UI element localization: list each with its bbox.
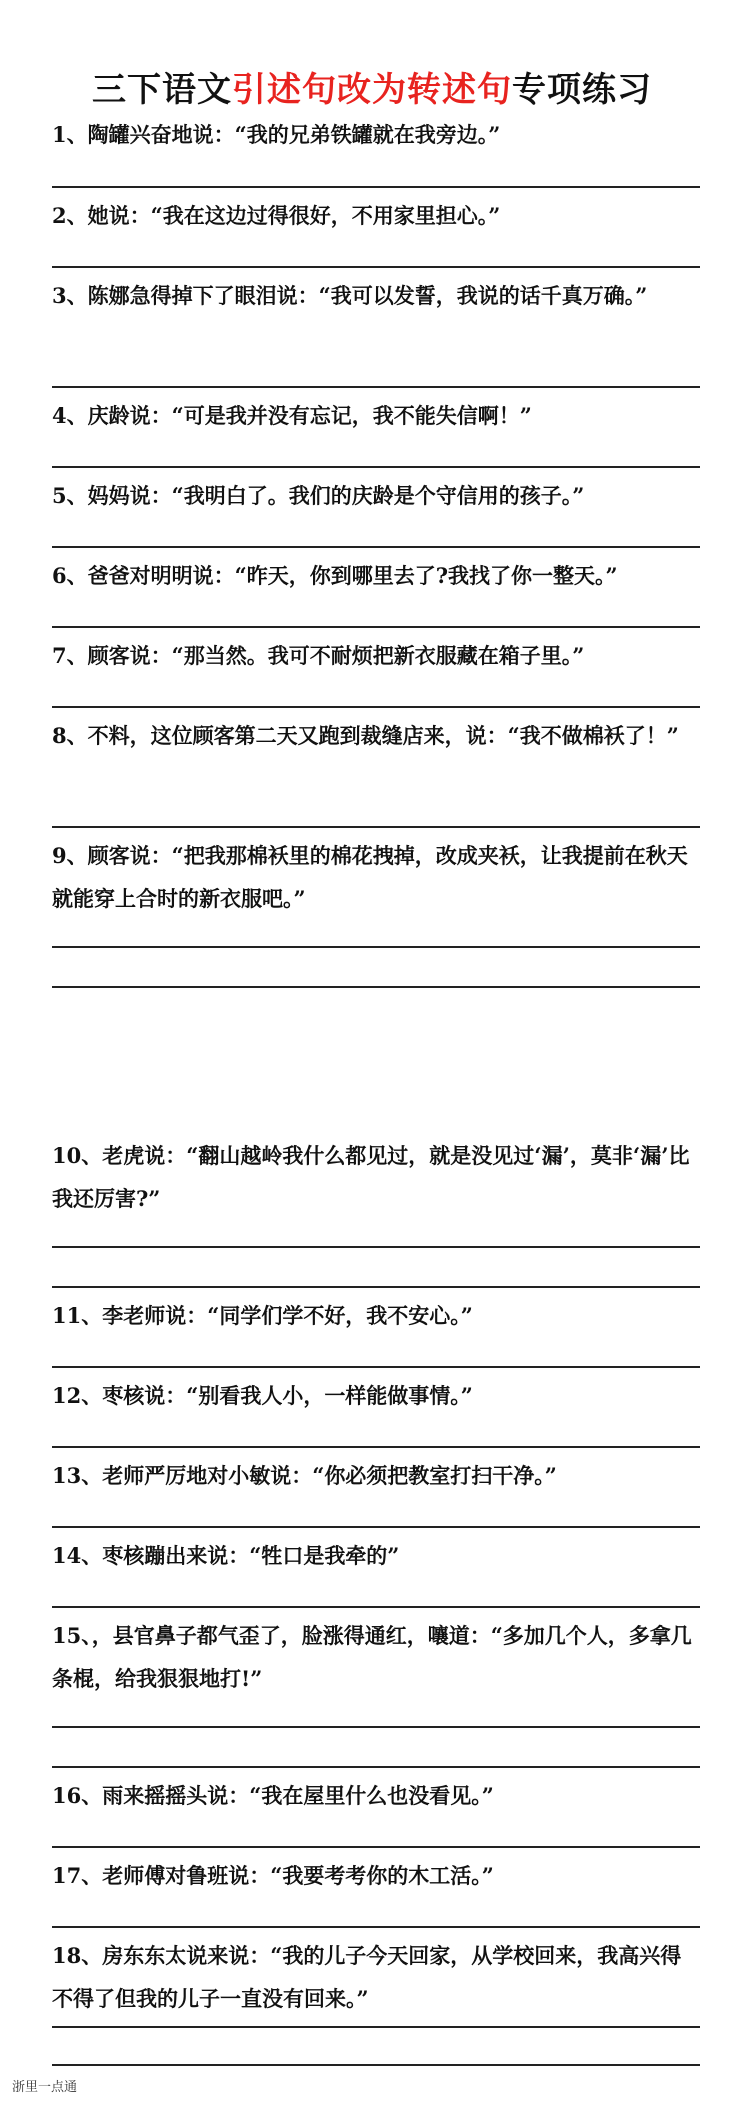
question-17 (52, 1854, 702, 1897)
answer-line[interactable] (52, 2026, 700, 2028)
question-number: 9、 (52, 843, 88, 868)
question-15 (52, 1614, 702, 1700)
title-part2: 专项练习 (512, 70, 652, 110)
question-9 (52, 834, 702, 920)
question-text: 陈娜急得掉下了眼泪说：“我可以发誓，我说的话千真万确。” (87, 283, 648, 308)
answer-line[interactable] (52, 946, 700, 948)
question-12 (52, 1374, 702, 1417)
question-text: 爸爸对明明说：“昨天，你到哪里去了?我找了你一整天。” (87, 563, 618, 588)
answer-line[interactable] (52, 186, 700, 188)
question-10 (52, 1134, 702, 1220)
question-text: 她说：“我在这边过得很好，不用家里担心。” (87, 203, 501, 228)
question-number: 2、 (52, 203, 88, 228)
question-14 (52, 1534, 702, 1577)
question-text: 老师严厉地对小敏说：“你必须把教室打扫干净。” (102, 1463, 557, 1488)
question-1 (52, 113, 702, 156)
answer-line[interactable] (52, 1606, 700, 1608)
question-11 (52, 1294, 702, 1337)
answer-line[interactable] (52, 986, 700, 988)
footer-watermark: 浙里一点通 (12, 2080, 78, 2095)
question-5 (52, 474, 702, 517)
question-number: 4、 (52, 403, 88, 428)
answer-line[interactable] (52, 1446, 700, 1448)
question-2 (52, 194, 702, 237)
question-number: 6、 (52, 563, 88, 588)
question-16 (52, 1774, 702, 1817)
question-4 (52, 394, 702, 437)
answer-line[interactable] (52, 2064, 700, 2066)
question-number: 7、 (52, 643, 88, 668)
title-part1: 三下语文 (92, 70, 232, 110)
question-8 (52, 714, 702, 757)
question-13 (52, 1454, 702, 1497)
question-number: 11、 (52, 1303, 103, 1328)
question-number: 5、 (52, 483, 88, 508)
question-text: 枣核说：“别看我人小，一样能做事情。” (102, 1383, 473, 1408)
question-text: 不料，这位顾客第二天又跑到裁缝店来，说：“我不做棉袄了！” (87, 723, 679, 748)
question-number: 14、 (52, 1543, 103, 1568)
question-number: 13、 (52, 1463, 103, 1488)
answer-line[interactable] (52, 266, 700, 268)
question-text: 陶罐兴奋地说：“我的兄弟铁罐就在我旁边。” (87, 122, 501, 147)
question-number: 18、 (52, 1943, 103, 1968)
question-text: 枣核蹦出来说：“牲口是我牵的” (102, 1543, 400, 1568)
question-number: 1、 (52, 122, 88, 147)
question-number: 16、 (52, 1783, 103, 1808)
question-number: 15、 (52, 1623, 92, 1648)
question-text: 顾客说：“那当然。我可不耐烦把新衣服藏在箱子里。” (87, 643, 585, 668)
title-highlight: 引述句改为转述句 (232, 70, 512, 110)
answer-line[interactable] (52, 1926, 700, 1928)
question-text: ，县官鼻子都气歪了，脸涨得通红，嚷道：“多加几个人，多拿几条棍，给我狠狠地打!” (52, 1623, 692, 1691)
question-text: 李老师说：“同学们学不好，我不安心。” (102, 1303, 473, 1328)
answer-line[interactable] (52, 706, 700, 708)
answer-line[interactable] (52, 466, 700, 468)
question-text: 庆龄说：“可是我并没有忘记，我不能失信啊！” (87, 403, 532, 428)
question-text: 顾客说：“把我那棉袄里的棉花拽掉，改成夹袄，让我提前在秋天就能穿上合时的新衣服吧。” (52, 843, 688, 911)
question-number: 3、 (52, 283, 88, 308)
question-7 (52, 634, 702, 677)
question-number: 12、 (52, 1383, 103, 1408)
answer-line[interactable] (52, 1246, 700, 1248)
answer-line[interactable] (52, 826, 700, 828)
answer-line[interactable] (52, 626, 700, 628)
question-text: 老师傅对鲁班说：“我要考考你的木工活。” (102, 1863, 494, 1888)
question-number: 17、 (52, 1863, 103, 1888)
question-text: 雨来摇摇头说：“我在屋里什么也没看见。” (102, 1783, 494, 1808)
answer-line[interactable] (52, 1526, 700, 1528)
question-text: 房东东太说来说：“我的儿子今天回家，从学校回来，我高兴得不得了但我的儿子一直没有回来。” (52, 1943, 682, 2011)
question-text: 妈妈说：“我明白了。我们的庆龄是个守信用的孩子。” (87, 483, 585, 508)
answer-line[interactable] (52, 546, 700, 548)
page-title (0, 62, 744, 111)
answer-line[interactable] (52, 1846, 700, 1848)
answer-line[interactable] (52, 386, 700, 388)
question-6 (52, 554, 702, 597)
answer-line[interactable] (52, 1726, 700, 1728)
answer-line[interactable] (52, 1366, 700, 1368)
question-number: 8、 (52, 723, 88, 748)
answer-line[interactable] (52, 1766, 700, 1768)
question-3 (52, 274, 702, 317)
question-number: 10、 (52, 1143, 103, 1168)
question-text: 老虎说：“翻山越岭我什么都见过，就是没见过‘漏’，莫非‘漏’比我还厉害?” (52, 1143, 690, 1211)
question-18 (52, 1934, 702, 2020)
answer-line[interactable] (52, 1286, 700, 1288)
